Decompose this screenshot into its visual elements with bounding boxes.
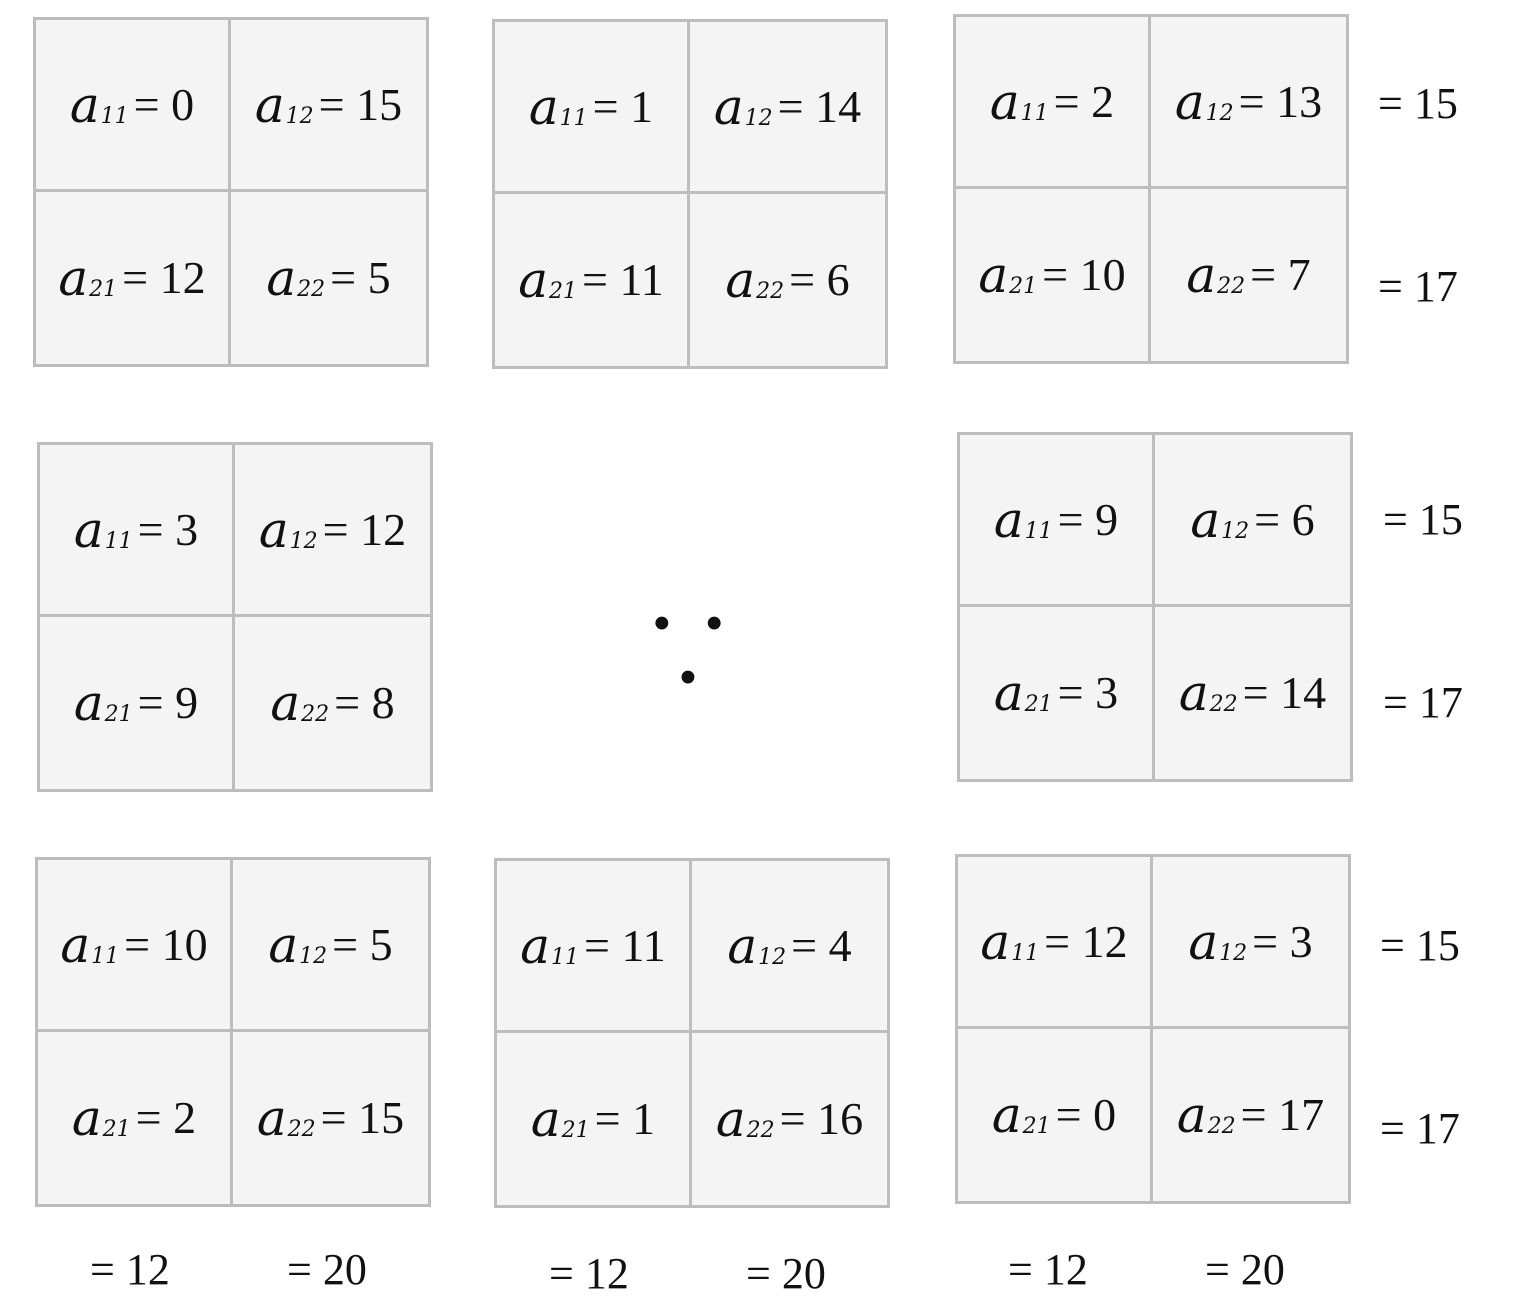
cell-a11: a 11 = 3 (40, 445, 235, 617)
cell-a22: a 22 = 5 (266, 249, 391, 307)
row-sum-1: = 15 (1378, 79, 1458, 128)
cell-a22: a 22 = 16 (715, 1090, 864, 1148)
cell-a21: a 21 = 9 (40, 617, 235, 789)
cell-a12: a 12 = 13 (1151, 17, 1346, 189)
cell-a11: a 11 = 9 (960, 435, 1155, 607)
cell-a21: a 21 = 10 (956, 189, 1151, 361)
matrix-5 (957, 432, 1353, 782)
matrix-7 (494, 858, 890, 1208)
cell-a12: a 12 = 12 (235, 445, 430, 617)
matrix-1 (33, 17, 429, 367)
cell-a12: a 12 = 3 (1153, 857, 1348, 1029)
column-sum-1: = 12 (1008, 1245, 1088, 1294)
cell-a21: a 21 = 1 (497, 1033, 692, 1205)
column-sum-1: = 12 (549, 1249, 629, 1298)
row-sum-2: = 17 (1383, 678, 1463, 727)
cell-a22: a 22 = 8 (270, 674, 395, 732)
cell-a11: a 11 = 12 (958, 857, 1153, 1029)
matrix-4 (37, 442, 433, 792)
column-sum-2: = 20 (746, 1249, 826, 1298)
column-sum-2: = 20 (287, 1245, 367, 1294)
cell-a22: a 22 = 6 (725, 251, 850, 309)
cell-a12: a 12 = 6 (1155, 435, 1350, 607)
cell-a11: a 11 = 1 (495, 22, 690, 194)
column-sum-1: = 12 (90, 1245, 170, 1294)
row-sum-2: = 17 (1378, 262, 1458, 311)
cell-a22: a 22 = 7 (1186, 246, 1311, 304)
cell-a21: a 21 = 12 (36, 192, 231, 364)
cell-a12: a 12 = 5 (233, 860, 428, 1032)
matrix-2 (492, 19, 888, 369)
cell-a21: a 21 = 0 (958, 1029, 1153, 1201)
cell-a21: a 21 = 11 (495, 194, 690, 366)
cell-a11: a 11 = 2 (956, 17, 1151, 189)
row-sum-1: = 15 (1380, 921, 1460, 970)
cell-a11: a 11 = 11 (497, 861, 692, 1033)
cell-a11: a 11 = 10 (38, 860, 233, 1032)
matrix-3 (953, 14, 1349, 364)
cell-a12: a 12 = 14 (690, 22, 885, 194)
cell-a22: a 22 = 17 (1176, 1086, 1325, 1144)
row-sum-1: = 15 (1383, 495, 1463, 544)
cell-a11: a 11 = 0 (36, 20, 231, 192)
cell-a22: a 22 = 15 (256, 1089, 405, 1147)
cell-a12: a 12 = 15 (231, 20, 426, 192)
matrix-8 (955, 854, 1351, 1204)
column-sum-2: = 20 (1205, 1245, 1285, 1294)
cell-a22: a 22 = 14 (1178, 664, 1327, 722)
ellipsis: • • • (652, 593, 734, 707)
cell-a12: a 12 = 4 (692, 861, 887, 1033)
matrix-6 (35, 857, 431, 1207)
cell-a21: a 21 = 3 (960, 607, 1155, 779)
cell-a21: a 21 = 2 (38, 1032, 233, 1204)
row-sum-2: = 17 (1380, 1104, 1460, 1153)
